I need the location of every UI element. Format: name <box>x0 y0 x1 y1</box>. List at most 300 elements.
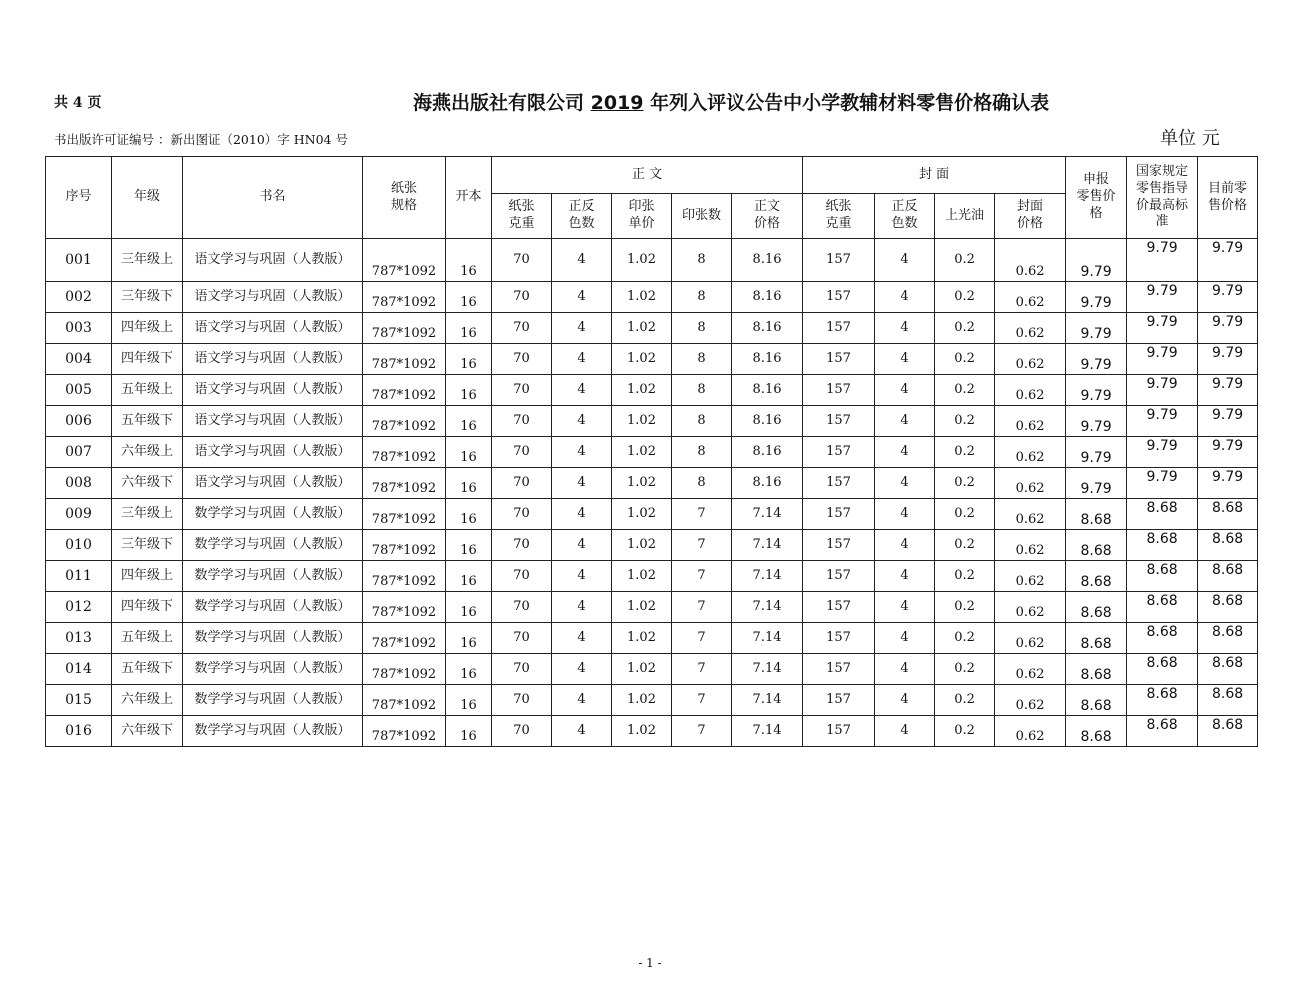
table-body <box>46 239 1258 747</box>
body-price-cell: 8.16 <box>732 239 803 282</box>
spec-cell: 787*1092 <box>363 406 446 437</box>
declared-price-cell: 9.79 <box>1066 313 1127 344</box>
body-price-cell: 8.16 <box>732 437 803 468</box>
title-prefix: 海燕出版社有限公司 <box>413 92 591 114</box>
format-cell: 16 <box>446 685 492 716</box>
body-weight-cell: 70 <box>492 654 552 685</box>
sheets-cell: 7 <box>672 685 732 716</box>
cover-weight-cell: 157 <box>803 437 875 468</box>
declared-price-cell: 9.79 <box>1066 468 1127 499</box>
seq-cell: 009 <box>46 499 112 530</box>
national-price-cell: 9.79 <box>1127 313 1198 344</box>
seq-cell: 015 <box>46 685 112 716</box>
declared-price-cell: 8.68 <box>1066 561 1127 592</box>
spec-cell: 787*1092 <box>363 716 446 747</box>
col-cover-varnish: 上光油 <box>935 194 995 239</box>
national-price-cell: 8.68 <box>1127 592 1198 623</box>
sheet-price-cell: 1.02 <box>612 530 672 561</box>
declared-price-cell: 8.68 <box>1066 716 1127 747</box>
page-title <box>413 88 1049 115</box>
spec-cell: 787*1092 <box>363 561 446 592</box>
body-weight-cell: 70 <box>492 499 552 530</box>
body-weight-cell: 70 <box>492 282 552 313</box>
cover-weight-cell: 157 <box>803 561 875 592</box>
grade-cell: 三年级下 <box>112 530 183 561</box>
col-body-price: 正文 价格 <box>732 194 803 239</box>
table-row <box>46 375 1258 406</box>
national-price-cell: 9.79 <box>1127 437 1198 468</box>
format-cell: 16 <box>446 592 492 623</box>
unit-label: 单位 元 <box>1160 128 1220 149</box>
title-year: 2019 <box>590 92 644 114</box>
table-row <box>46 437 1258 468</box>
spec-cell: 787*1092 <box>363 282 446 313</box>
cover-price-cell: 0.62 <box>995 375 1066 406</box>
national-price-cell: 9.79 <box>1127 239 1198 282</box>
body-price-cell: 8.16 <box>732 468 803 499</box>
seq-cell: 008 <box>46 468 112 499</box>
varnish-cell: 0.2 <box>935 499 995 530</box>
seq-cell: 014 <box>46 654 112 685</box>
body-weight-cell: 70 <box>492 716 552 747</box>
table-row <box>46 530 1258 561</box>
sheet-price-cell: 1.02 <box>612 623 672 654</box>
cover-colors-cell: 4 <box>875 375 935 406</box>
seq-cell: 001 <box>46 239 112 282</box>
format-cell: 16 <box>446 716 492 747</box>
spec-cell: 787*1092 <box>363 375 446 406</box>
declared-price-cell: 8.68 <box>1066 592 1127 623</box>
national-price-cell: 8.68 <box>1127 561 1198 592</box>
body-weight-cell: 70 <box>492 561 552 592</box>
sheet-price-cell: 1.02 <box>612 437 672 468</box>
cover-weight-cell: 157 <box>803 654 875 685</box>
body-weight-cell: 70 <box>492 437 552 468</box>
varnish-cell: 0.2 <box>935 685 995 716</box>
national-price-cell: 9.79 <box>1127 406 1198 437</box>
body-price-cell: 8.16 <box>732 344 803 375</box>
seq-cell: 010 <box>46 530 112 561</box>
declared-price-cell: 8.68 <box>1066 530 1127 561</box>
format-cell: 16 <box>446 375 492 406</box>
body-colors-cell: 4 <box>552 499 612 530</box>
spec-cell: 787*1092 <box>363 313 446 344</box>
col-current: 目前零 售价格 <box>1198 157 1258 239</box>
body-price-cell: 8.16 <box>732 375 803 406</box>
current-price-cell: 9.79 <box>1198 406 1258 437</box>
body-colors-cell: 4 <box>552 623 612 654</box>
national-price-cell: 8.68 <box>1127 685 1198 716</box>
cover-colors-cell: 4 <box>875 499 935 530</box>
col-cover-price: 封面 价格 <box>995 194 1066 239</box>
spec-cell: 787*1092 <box>363 499 446 530</box>
col-cover-colors: 正反 色数 <box>875 194 935 239</box>
varnish-cell: 0.2 <box>935 530 995 561</box>
sheet-price-cell: 1.02 <box>612 406 672 437</box>
book-cell: 数学学习与巩固（人教版） <box>183 592 363 623</box>
spec-cell: 787*1092 <box>363 344 446 375</box>
grade-cell: 四年级下 <box>112 592 183 623</box>
grade-cell: 六年级下 <box>112 468 183 499</box>
current-price-cell: 9.79 <box>1198 313 1258 344</box>
sheets-cell: 8 <box>672 468 732 499</box>
book-cell: 数学学习与巩固（人教版） <box>183 530 363 561</box>
national-price-cell: 9.79 <box>1127 282 1198 313</box>
body-weight-cell: 70 <box>492 406 552 437</box>
body-colors-cell: 4 <box>552 282 612 313</box>
book-cell: 语文学习与巩固（人教版） <box>183 468 363 499</box>
spec-cell: 787*1092 <box>363 685 446 716</box>
cover-price-cell: 0.62 <box>995 406 1066 437</box>
cover-weight-cell: 157 <box>803 499 875 530</box>
book-cell: 语文学习与巩固（人教版） <box>183 313 363 344</box>
cover-weight-cell: 157 <box>803 344 875 375</box>
sheet-price-cell: 1.02 <box>612 499 672 530</box>
book-cell: 语文学习与巩固（人教版） <box>183 344 363 375</box>
current-price-cell: 8.68 <box>1198 716 1258 747</box>
current-price-cell: 8.68 <box>1198 592 1258 623</box>
varnish-cell: 0.2 <box>935 468 995 499</box>
body-weight-cell: 70 <box>492 623 552 654</box>
body-price-cell: 8.16 <box>732 313 803 344</box>
varnish-cell: 0.2 <box>935 344 995 375</box>
book-cell: 语文学习与巩固（人教版） <box>183 282 363 313</box>
current-price-cell: 8.68 <box>1198 561 1258 592</box>
sheets-cell: 8 <box>672 406 732 437</box>
col-body-colors: 正反 色数 <box>552 194 612 239</box>
sheets-cell: 7 <box>672 592 732 623</box>
book-cell: 数学学习与巩固（人教版） <box>183 623 363 654</box>
sheets-cell: 7 <box>672 623 732 654</box>
grade-cell: 五年级下 <box>112 654 183 685</box>
body-colors-cell: 4 <box>552 468 612 499</box>
body-weight-cell: 70 <box>492 530 552 561</box>
sheets-cell: 7 <box>672 561 732 592</box>
grade-cell: 四年级下 <box>112 344 183 375</box>
cover-colors-cell: 4 <box>875 282 935 313</box>
title-suffix: 年列入评议公告中小学教辅材料零售价格确认表 <box>643 92 1050 114</box>
format-cell: 16 <box>446 530 492 561</box>
national-price-cell: 9.79 <box>1127 468 1198 499</box>
current-price-cell: 8.68 <box>1198 685 1258 716</box>
body-colors-cell: 4 <box>552 716 612 747</box>
cover-colors-cell: 4 <box>875 239 935 282</box>
grade-cell: 三年级下 <box>112 282 183 313</box>
sheets-cell: 7 <box>672 654 732 685</box>
format-cell: 16 <box>446 344 492 375</box>
body-weight-cell: 70 <box>492 313 552 344</box>
col-group-body: 正 文 <box>492 157 803 194</box>
col-grade: 年级 <box>112 157 183 239</box>
spec-cell: 787*1092 <box>363 623 446 654</box>
book-cell: 数学学习与巩固（人教版） <box>183 716 363 747</box>
book-cell: 语文学习与巩固（人教版） <box>183 437 363 468</box>
current-price-cell: 9.79 <box>1198 344 1258 375</box>
format-cell: 16 <box>446 623 492 654</box>
seq-cell: 002 <box>46 282 112 313</box>
declared-price-cell: 8.68 <box>1066 654 1127 685</box>
cover-colors-cell: 4 <box>875 406 935 437</box>
cover-colors-cell: 4 <box>875 654 935 685</box>
body-weight-cell: 70 <box>492 344 552 375</box>
col-national: 国家规定 零售指导 价最高标 准 <box>1127 157 1198 239</box>
spec-cell: 787*1092 <box>363 437 446 468</box>
body-colors-cell: 4 <box>552 685 612 716</box>
body-price-cell: 7.14 <box>732 623 803 654</box>
varnish-cell: 0.2 <box>935 654 995 685</box>
body-price-cell: 8.16 <box>732 406 803 437</box>
book-cell: 语文学习与巩固（人教版） <box>183 375 363 406</box>
cover-colors-cell: 4 <box>875 685 935 716</box>
declared-price-cell: 9.79 <box>1066 406 1127 437</box>
declared-price-cell: 8.68 <box>1066 499 1127 530</box>
cover-price-cell: 0.62 <box>995 716 1066 747</box>
cover-colors-cell: 4 <box>875 716 935 747</box>
varnish-cell: 0.2 <box>935 561 995 592</box>
cover-colors-cell: 4 <box>875 344 935 375</box>
col-book: 书名 <box>183 157 363 239</box>
sheets-cell: 7 <box>672 499 732 530</box>
table-row <box>46 313 1258 344</box>
body-colors-cell: 4 <box>552 406 612 437</box>
varnish-cell: 0.2 <box>935 406 995 437</box>
sheet-price-cell: 1.02 <box>612 716 672 747</box>
sheet-price-cell: 1.02 <box>612 561 672 592</box>
format-cell: 16 <box>446 561 492 592</box>
body-colors-cell: 4 <box>552 561 612 592</box>
body-weight-cell: 70 <box>492 375 552 406</box>
body-weight-cell: 70 <box>492 592 552 623</box>
book-cell: 数学学习与巩固（人教版） <box>183 685 363 716</box>
current-price-cell: 9.79 <box>1198 468 1258 499</box>
table-row <box>46 685 1258 716</box>
col-group-cover: 封 面 <box>803 157 1066 194</box>
format-cell: 16 <box>446 499 492 530</box>
sheets-cell: 8 <box>672 344 732 375</box>
body-weight-cell: 70 <box>492 468 552 499</box>
grade-cell: 五年级上 <box>112 623 183 654</box>
table-row <box>46 406 1258 437</box>
current-price-cell: 8.68 <box>1198 499 1258 530</box>
cover-price-cell: 0.62 <box>995 561 1066 592</box>
cover-weight-cell: 157 <box>803 685 875 716</box>
cover-price-cell: 0.62 <box>995 239 1066 282</box>
table-row <box>46 592 1258 623</box>
table-row <box>46 282 1258 313</box>
varnish-cell: 0.2 <box>935 716 995 747</box>
spec-cell: 787*1092 <box>363 592 446 623</box>
cover-weight-cell: 157 <box>803 313 875 344</box>
sheet-price-cell: 1.02 <box>612 685 672 716</box>
cover-colors-cell: 4 <box>875 592 935 623</box>
grade-cell: 四年级上 <box>112 561 183 592</box>
format-cell: 16 <box>446 406 492 437</box>
table-row <box>46 499 1258 530</box>
total-pages: 共 4 页 <box>54 95 102 111</box>
declared-price-cell: 8.68 <box>1066 623 1127 654</box>
grade-cell: 六年级上 <box>112 437 183 468</box>
sheets-cell: 8 <box>672 313 732 344</box>
current-price-cell: 8.68 <box>1198 623 1258 654</box>
declared-price-cell: 9.79 <box>1066 437 1127 468</box>
sheet-price-cell: 1.02 <box>612 344 672 375</box>
body-weight-cell: 70 <box>492 239 552 282</box>
cover-colors-cell: 4 <box>875 313 935 344</box>
grade-cell: 三年级上 <box>112 239 183 282</box>
body-colors-cell: 4 <box>552 437 612 468</box>
col-format: 开本 <box>446 157 492 239</box>
national-price-cell: 8.68 <box>1127 530 1198 561</box>
cover-price-cell: 0.62 <box>995 468 1066 499</box>
body-colors-cell: 4 <box>552 654 612 685</box>
sheet-price-cell: 1.02 <box>612 313 672 344</box>
cover-weight-cell: 157 <box>803 406 875 437</box>
seq-cell: 006 <box>46 406 112 437</box>
grade-cell: 六年级上 <box>112 685 183 716</box>
national-price-cell: 8.68 <box>1127 654 1198 685</box>
spec-cell: 787*1092 <box>363 654 446 685</box>
grade-cell: 三年级上 <box>112 499 183 530</box>
seq-cell: 016 <box>46 716 112 747</box>
cover-price-cell: 0.62 <box>995 530 1066 561</box>
page-number: - 1 - <box>638 956 662 970</box>
col-body-sheets: 印张数 <box>672 194 732 239</box>
table-row <box>46 239 1258 282</box>
table-header <box>46 157 1258 239</box>
body-price-cell: 7.14 <box>732 561 803 592</box>
sheets-cell: 8 <box>672 239 732 282</box>
current-price-cell: 9.79 <box>1198 437 1258 468</box>
declared-price-cell: 9.79 <box>1066 239 1127 282</box>
national-price-cell: 9.79 <box>1127 375 1198 406</box>
body-price-cell: 7.14 <box>732 592 803 623</box>
cover-colors-cell: 4 <box>875 437 935 468</box>
col-cover-weight: 纸张 克重 <box>803 194 875 239</box>
body-price-cell: 7.14 <box>732 499 803 530</box>
body-price-cell: 8.16 <box>732 282 803 313</box>
cover-weight-cell: 157 <box>803 375 875 406</box>
cover-price-cell: 0.62 <box>995 685 1066 716</box>
cover-price-cell: 0.62 <box>995 344 1066 375</box>
format-cell: 16 <box>446 468 492 499</box>
sheets-cell: 8 <box>672 437 732 468</box>
cover-price-cell: 0.62 <box>995 437 1066 468</box>
grade-cell: 五年级上 <box>112 375 183 406</box>
varnish-cell: 0.2 <box>935 375 995 406</box>
grade-cell: 六年级下 <box>112 716 183 747</box>
table-row <box>46 623 1258 654</box>
book-cell: 语文学习与巩固（人教版） <box>183 239 363 282</box>
sheets-cell: 7 <box>672 716 732 747</box>
body-price-cell: 7.14 <box>732 530 803 561</box>
table-row <box>46 716 1258 747</box>
seq-cell: 005 <box>46 375 112 406</box>
body-colors-cell: 4 <box>552 375 612 406</box>
table-row <box>46 561 1258 592</box>
current-price-cell: 8.68 <box>1198 654 1258 685</box>
body-colors-cell: 4 <box>552 239 612 282</box>
book-cell: 语文学习与巩固（人教版） <box>183 406 363 437</box>
cover-weight-cell: 157 <box>803 530 875 561</box>
seq-cell: 004 <box>46 344 112 375</box>
seq-cell: 011 <box>46 561 112 592</box>
cover-colors-cell: 4 <box>875 623 935 654</box>
col-seq: 序号 <box>46 157 112 239</box>
cover-colors-cell: 4 <box>875 561 935 592</box>
varnish-cell: 0.2 <box>935 313 995 344</box>
format-cell: 16 <box>446 654 492 685</box>
body-price-cell: 7.14 <box>732 654 803 685</box>
col-paper-spec: 纸张 规格 <box>363 157 446 239</box>
current-price-cell: 9.79 <box>1198 282 1258 313</box>
cover-price-cell: 0.62 <box>995 313 1066 344</box>
cover-weight-cell: 157 <box>803 468 875 499</box>
book-cell: 数学学习与巩固（人教版） <box>183 499 363 530</box>
cover-weight-cell: 157 <box>803 592 875 623</box>
format-cell: 16 <box>446 239 492 282</box>
sheets-cell: 8 <box>672 375 732 406</box>
national-price-cell: 8.68 <box>1127 499 1198 530</box>
grade-cell: 五年级下 <box>112 406 183 437</box>
format-cell: 16 <box>446 282 492 313</box>
current-price-cell: 9.79 <box>1198 239 1258 282</box>
sheet-price-cell: 1.02 <box>612 654 672 685</box>
cover-weight-cell: 157 <box>803 239 875 282</box>
cover-weight-cell: 157 <box>803 716 875 747</box>
body-price-cell: 7.14 <box>732 716 803 747</box>
format-cell: 16 <box>446 313 492 344</box>
declared-price-cell: 9.79 <box>1066 344 1127 375</box>
body-weight-cell: 70 <box>492 685 552 716</box>
cover-price-cell: 0.62 <box>995 623 1066 654</box>
sheets-cell: 8 <box>672 282 732 313</box>
varnish-cell: 0.2 <box>935 623 995 654</box>
seq-cell: 012 <box>46 592 112 623</box>
spec-cell: 787*1092 <box>363 239 446 282</box>
book-cell: 数学学习与巩固（人教版） <box>183 561 363 592</box>
varnish-cell: 0.2 <box>935 437 995 468</box>
national-price-cell: 9.79 <box>1127 344 1198 375</box>
cover-colors-cell: 4 <box>875 530 935 561</box>
sheets-cell: 7 <box>672 530 732 561</box>
declared-price-cell: 9.79 <box>1066 282 1127 313</box>
current-price-cell: 9.79 <box>1198 375 1258 406</box>
book-cell: 数学学习与巩固（人教版） <box>183 654 363 685</box>
current-price-cell: 8.68 <box>1198 530 1258 561</box>
table-row <box>46 654 1258 685</box>
grade-cell: 四年级上 <box>112 313 183 344</box>
price-table <box>45 156 1258 747</box>
sheet-price-cell: 1.02 <box>612 239 672 282</box>
body-colors-cell: 4 <box>552 592 612 623</box>
cover-price-cell: 0.62 <box>995 499 1066 530</box>
table-row <box>46 468 1258 499</box>
declared-price-cell: 9.79 <box>1066 375 1127 406</box>
body-colors-cell: 4 <box>552 530 612 561</box>
national-price-cell: 8.68 <box>1127 716 1198 747</box>
sheet-price-cell: 1.02 <box>612 375 672 406</box>
sheet-price-cell: 1.02 <box>612 592 672 623</box>
sheet-price-cell: 1.02 <box>612 282 672 313</box>
cover-price-cell: 0.62 <box>995 592 1066 623</box>
cover-price-cell: 0.62 <box>995 654 1066 685</box>
format-cell: 16 <box>446 437 492 468</box>
cover-weight-cell: 157 <box>803 282 875 313</box>
spec-cell: 787*1092 <box>363 530 446 561</box>
cover-colors-cell: 4 <box>875 468 935 499</box>
declared-price-cell: 8.68 <box>1066 685 1127 716</box>
body-colors-cell: 4 <box>552 344 612 375</box>
